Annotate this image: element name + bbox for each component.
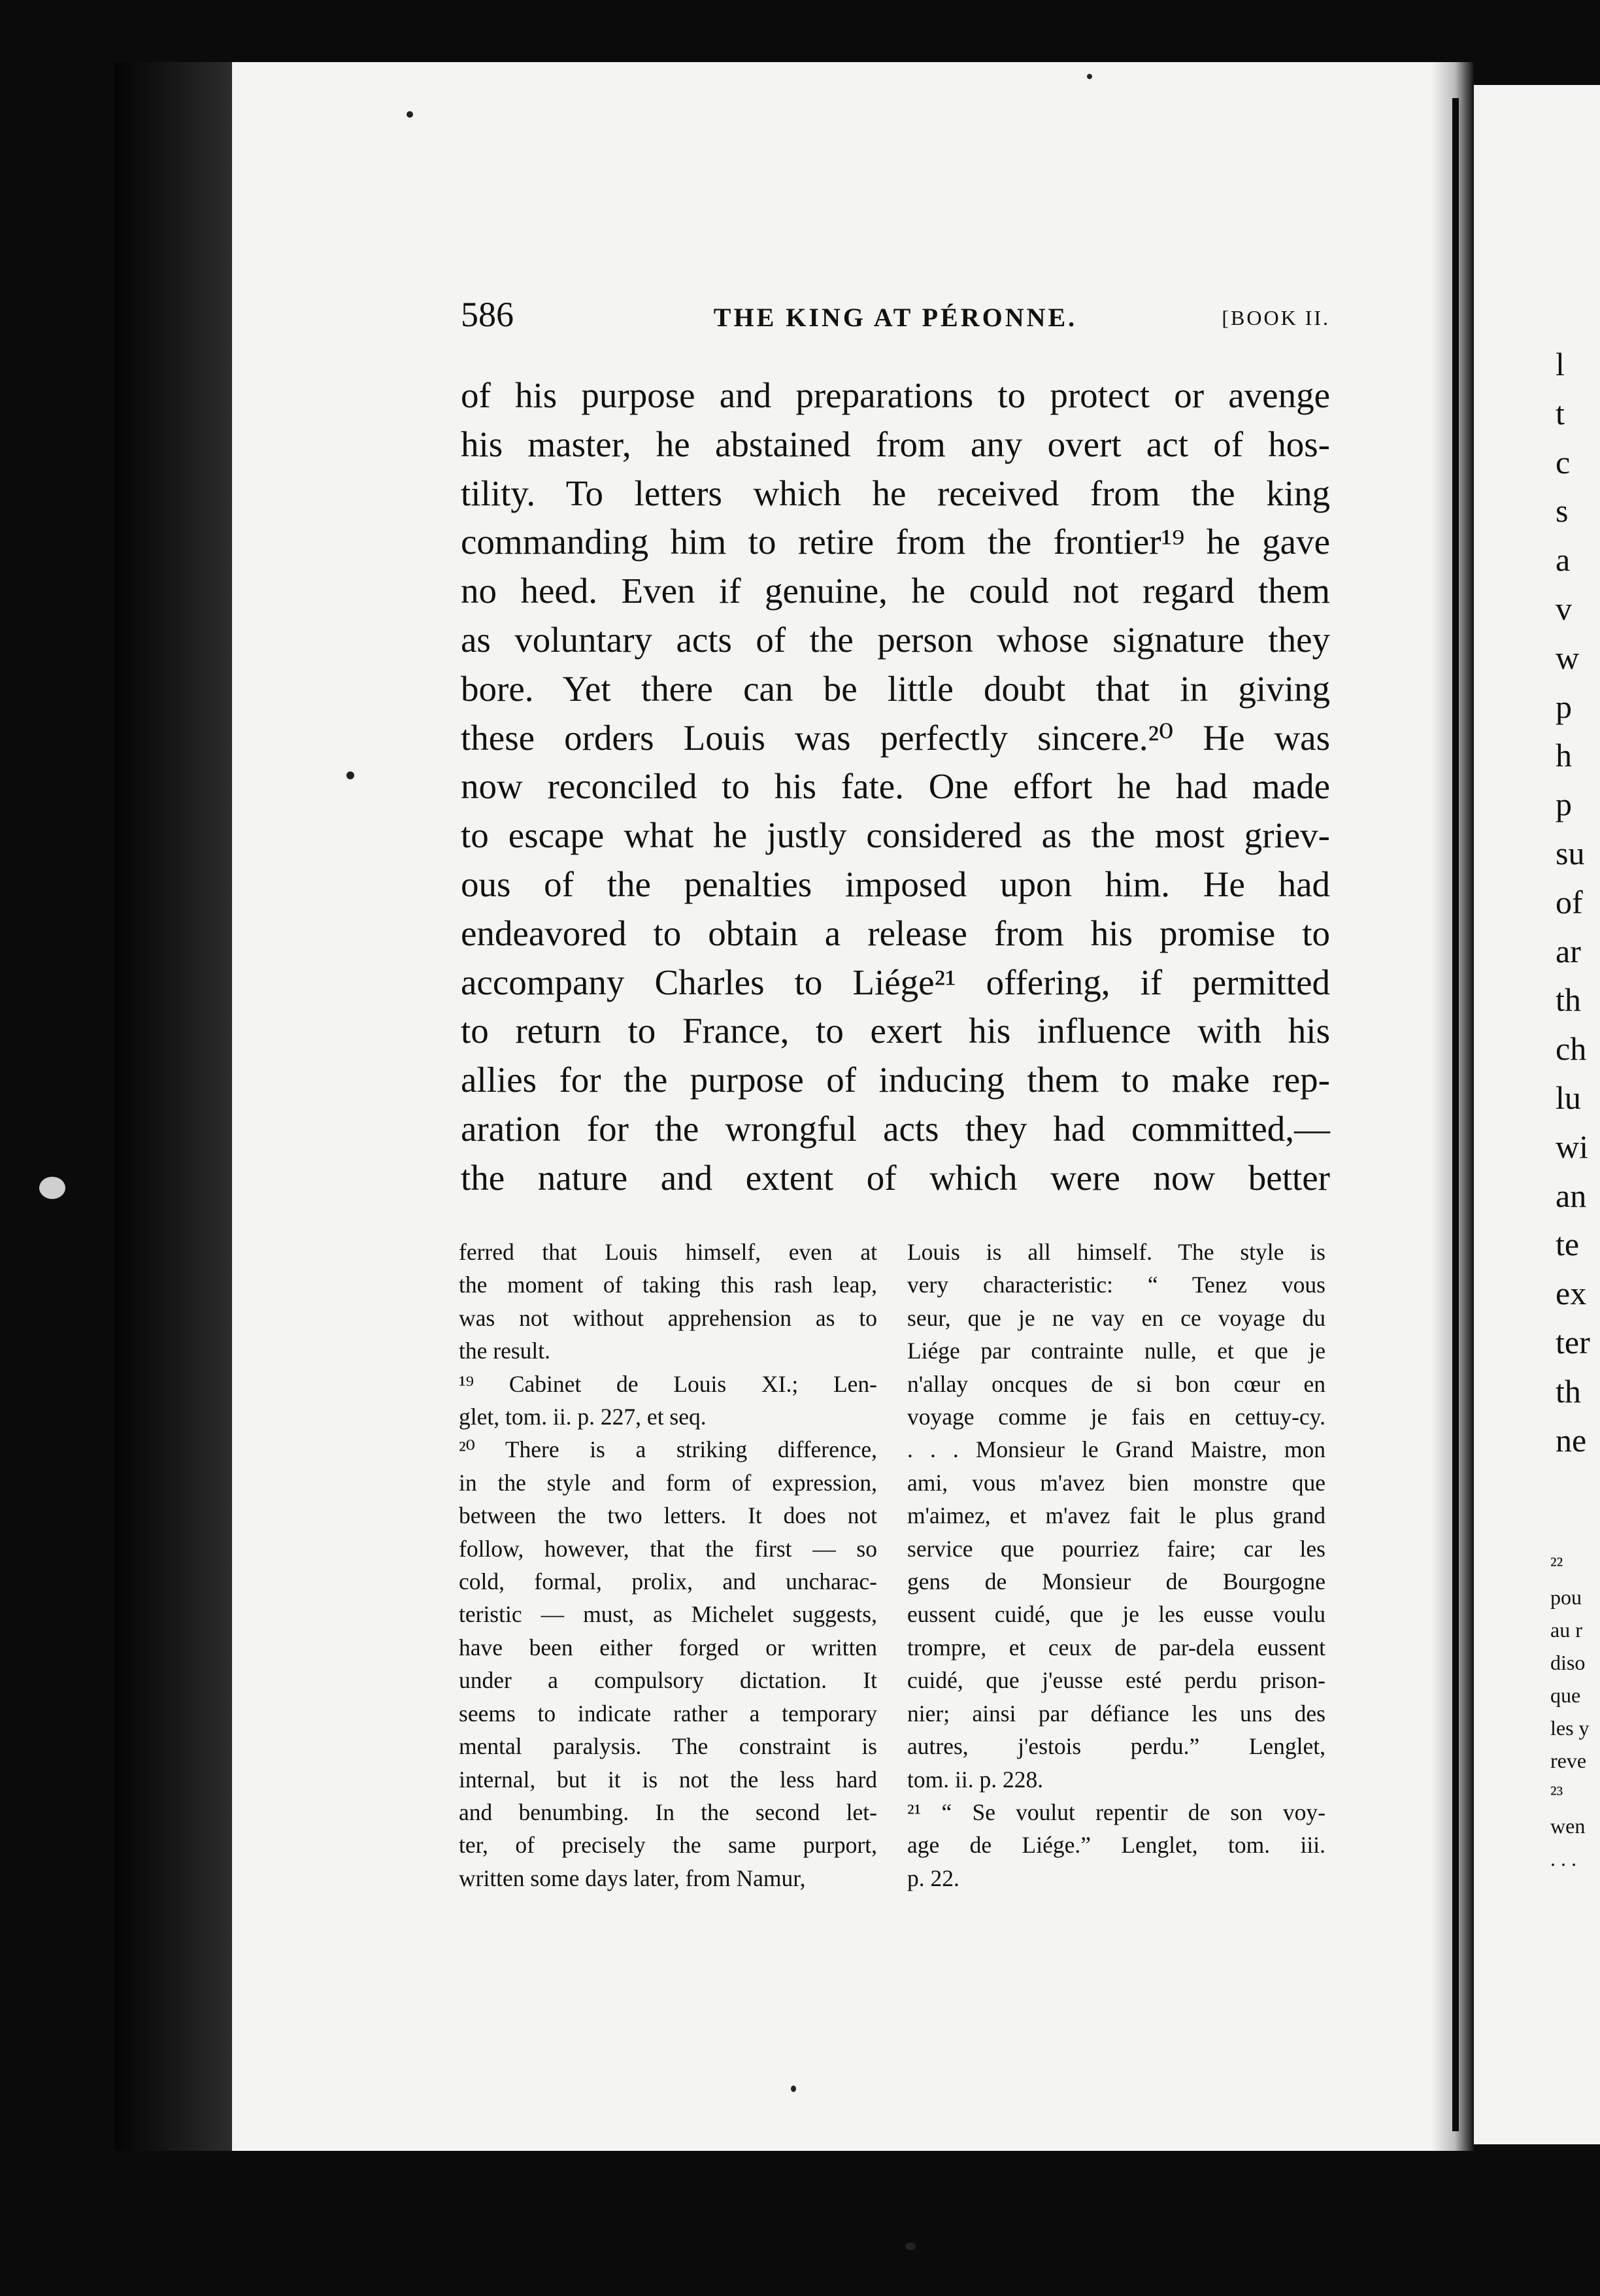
facing-page-text-fragments	[1556, 340, 1590, 1464]
fragment-line: l	[1556, 346, 1565, 382]
footnote-line: internal, but it is not the less hard	[459, 1766, 877, 1793]
text-line: now reconciled to his fate. One effort he had made	[461, 766, 1330, 807]
text-line: his master, he abstained from any overt act of hos-	[461, 424, 1330, 464]
footnote-line: written some days later, from Namur,	[459, 1865, 806, 1891]
fragment-note-line: au r	[1550, 1618, 1582, 1642]
footnote-line: . . . Monsieur le Grand Maistre, mon	[907, 1436, 1325, 1463]
footnote-line: eussent cuidé, que je les eusse voulu	[907, 1601, 1325, 1628]
fragment-note-line: que	[1550, 1683, 1581, 1707]
footnote-line: ²⁰ There is a striking difference,	[459, 1436, 877, 1463]
footnote-line: Liége par contrainte nulle, et que je	[907, 1338, 1325, 1364]
fragment-line: th	[1556, 1372, 1581, 1410]
fragment-line: ne	[1556, 1421, 1587, 1459]
fragment-line: v	[1556, 590, 1572, 627]
footnotes-left-column	[459, 1236, 877, 1895]
footnote-line: follow, however, that the first — so	[459, 1535, 877, 1562]
fragment-line: ch	[1556, 1030, 1587, 1068]
fragment-line: wi	[1556, 1128, 1588, 1165]
fragment-line: te	[1556, 1226, 1580, 1263]
scan-speck	[346, 771, 354, 779]
fragment-note-line: les y	[1550, 1716, 1590, 1740]
fragment-line: su	[1556, 834, 1585, 871]
text-line: tility. To letters which he received from the king	[461, 473, 1330, 513]
fragment-line: h	[1556, 737, 1572, 774]
text-line: aration for the wrongful acts they had committed,—	[461, 1108, 1330, 1149]
text-line: accompany Charles to Liége²¹ offering, if permitted	[461, 962, 1330, 1002]
fragment-note-line: pou	[1550, 1585, 1582, 1609]
footnote-line: ¹⁹ Cabinet de Louis XI.; Len-	[459, 1370, 877, 1397]
footnote-line: the moment of taking this rash leap,	[459, 1272, 877, 1298]
scan-speck	[39, 1177, 65, 1199]
footnote-line: was not without apprehension as to	[459, 1304, 877, 1331]
fragment-line: s	[1556, 492, 1569, 530]
fragment-line: c	[1556, 443, 1571, 481]
fragment-note-line: reve	[1550, 1749, 1587, 1772]
footnote-line: have been either forged or written	[459, 1634, 877, 1661]
footnote-line: glet, tom. ii. p. 227, et seq.	[459, 1404, 707, 1430]
text-line: no heed. Even if genuine, he could not regard them	[461, 571, 1330, 611]
footnote-line: n'allay oncques de si bon cœur en	[907, 1370, 1325, 1397]
footnote-line: p. 22.	[907, 1865, 959, 1891]
fragment-line: a	[1556, 541, 1571, 579]
fragment-line: p	[1556, 688, 1572, 725]
footnote-line: Louis is all himself. The style is	[907, 1239, 1325, 1265]
footnote-line: service que pourriez faire; car les	[907, 1535, 1325, 1562]
fragment-note-line: ²²	[1550, 1553, 1563, 1576]
footnote-line: under a compulsory dictation. It	[459, 1667, 877, 1694]
footnote-line: nier; ainsi par défiance les uns des	[907, 1700, 1325, 1727]
running-head	[461, 294, 1330, 340]
text-line: to return to France, to exert his influence with his	[461, 1011, 1330, 1051]
fragment-line: lu	[1556, 1079, 1581, 1116]
footnote-line: cold, formal, prolix, and uncharac-	[459, 1568, 877, 1595]
footnote-line: the result.	[459, 1338, 550, 1364]
fragment-line: ar	[1556, 932, 1581, 970]
scan-speck	[905, 2242, 916, 2250]
footnote-line: seur, que je ne vay en ce voyage du	[907, 1304, 1325, 1331]
text-line: as voluntary acts of the person whose signature they	[461, 619, 1330, 660]
facing-page-note-fragments	[1550, 1548, 1590, 1875]
footnote-line: ami, vous m'avez bien monstre que	[907, 1469, 1325, 1496]
footnote-line: autres, j'estois perdu.” Lenglet,	[907, 1733, 1325, 1760]
scan-speck	[791, 2085, 796, 2092]
footnote-line: trompre, et ceux de par-dela eussent	[907, 1634, 1325, 1661]
footnotes-right-column	[907, 1236, 1325, 1895]
fragment-line: ter	[1556, 1323, 1590, 1360]
footnote-line: and benumbing. In the second let-	[459, 1798, 877, 1825]
footnote-line: mental paralysis. The constraint is	[459, 1733, 877, 1760]
footnote-line: m'aimez, et m'avez fait le plus grand	[907, 1502, 1325, 1529]
footnote-line: very characteristic: “ Tenez vous	[907, 1272, 1325, 1298]
footnote-line: in the style and form of expression,	[459, 1469, 877, 1496]
footnote-line: ferred that Louis himself, even at	[459, 1239, 877, 1265]
fragment-note-line: ²³	[1550, 1781, 1563, 1805]
text-line: allies for the purpose of inducing them to make rep-	[461, 1060, 1330, 1100]
fragment-line: t	[1556, 394, 1565, 431]
text-line: bore. Yet there can be little doubt that in giving	[461, 668, 1330, 709]
fragment-line: an	[1556, 1177, 1587, 1214]
text-line: these orders Louis was perfectly sincere.²⁰ He was	[461, 717, 1330, 758]
footnote-line: cuidé, que j'eusse esté perdu prison-	[907, 1667, 1325, 1694]
text-line: to escape what he justly considered as the most griev-	[461, 815, 1330, 856]
footnote-line: between the two letters. It does not	[459, 1502, 877, 1529]
footnote-line: teristic — must, as Michelet suggests,	[459, 1601, 877, 1628]
book-spine	[114, 62, 235, 2151]
fragment-note-line: diso	[1550, 1651, 1586, 1674]
footnote-line: gens de Monsieur de Bourgogne	[907, 1568, 1325, 1595]
gutter-shadow	[1452, 98, 1459, 2131]
text-line: endeavored to obtain a release from his promise to	[461, 913, 1330, 953]
page-number: 586	[461, 295, 514, 334]
main-text	[461, 371, 1330, 1203]
fragment-line: ex	[1556, 1275, 1587, 1312]
fragment-note-line: wen	[1550, 1814, 1586, 1838]
running-title: THE KING AT PÉRONNE.	[713, 303, 1078, 332]
fragment-line: w	[1556, 639, 1580, 676]
fragment-line: p	[1556, 786, 1572, 823]
scan-speck	[1087, 74, 1092, 79]
scan-speck	[407, 111, 413, 118]
footnote-line: seems to indicate rather a temporary	[459, 1700, 877, 1727]
footnote-line: age de Liége.” Lenglet, tom. iii.	[907, 1832, 1325, 1859]
fragment-note-line: . . .	[1550, 1847, 1576, 1870]
text-line: of his purpose and preparations to protect or avenge	[461, 375, 1330, 415]
text-line: commanding him to retire from the frontier¹⁹ he gave	[461, 522, 1330, 562]
footnote-line: ter, of precisely the same purport,	[459, 1832, 877, 1859]
fragment-line: th	[1556, 981, 1581, 1019]
book-reference: [BOOK II.	[1222, 306, 1330, 329]
text-line: ous of the penalties imposed upon him. He had	[461, 864, 1330, 904]
footnote-line: ²¹ “ Se voulut repentir de son voy-	[907, 1798, 1325, 1825]
footnote-line: voyage comme je fais en cettuy-cy.	[907, 1404, 1325, 1430]
text-line: the nature and extent of which were now better	[461, 1157, 1330, 1198]
fragment-line: of	[1556, 883, 1583, 920]
footnote-line: tom. ii. p. 228.	[907, 1766, 1044, 1793]
